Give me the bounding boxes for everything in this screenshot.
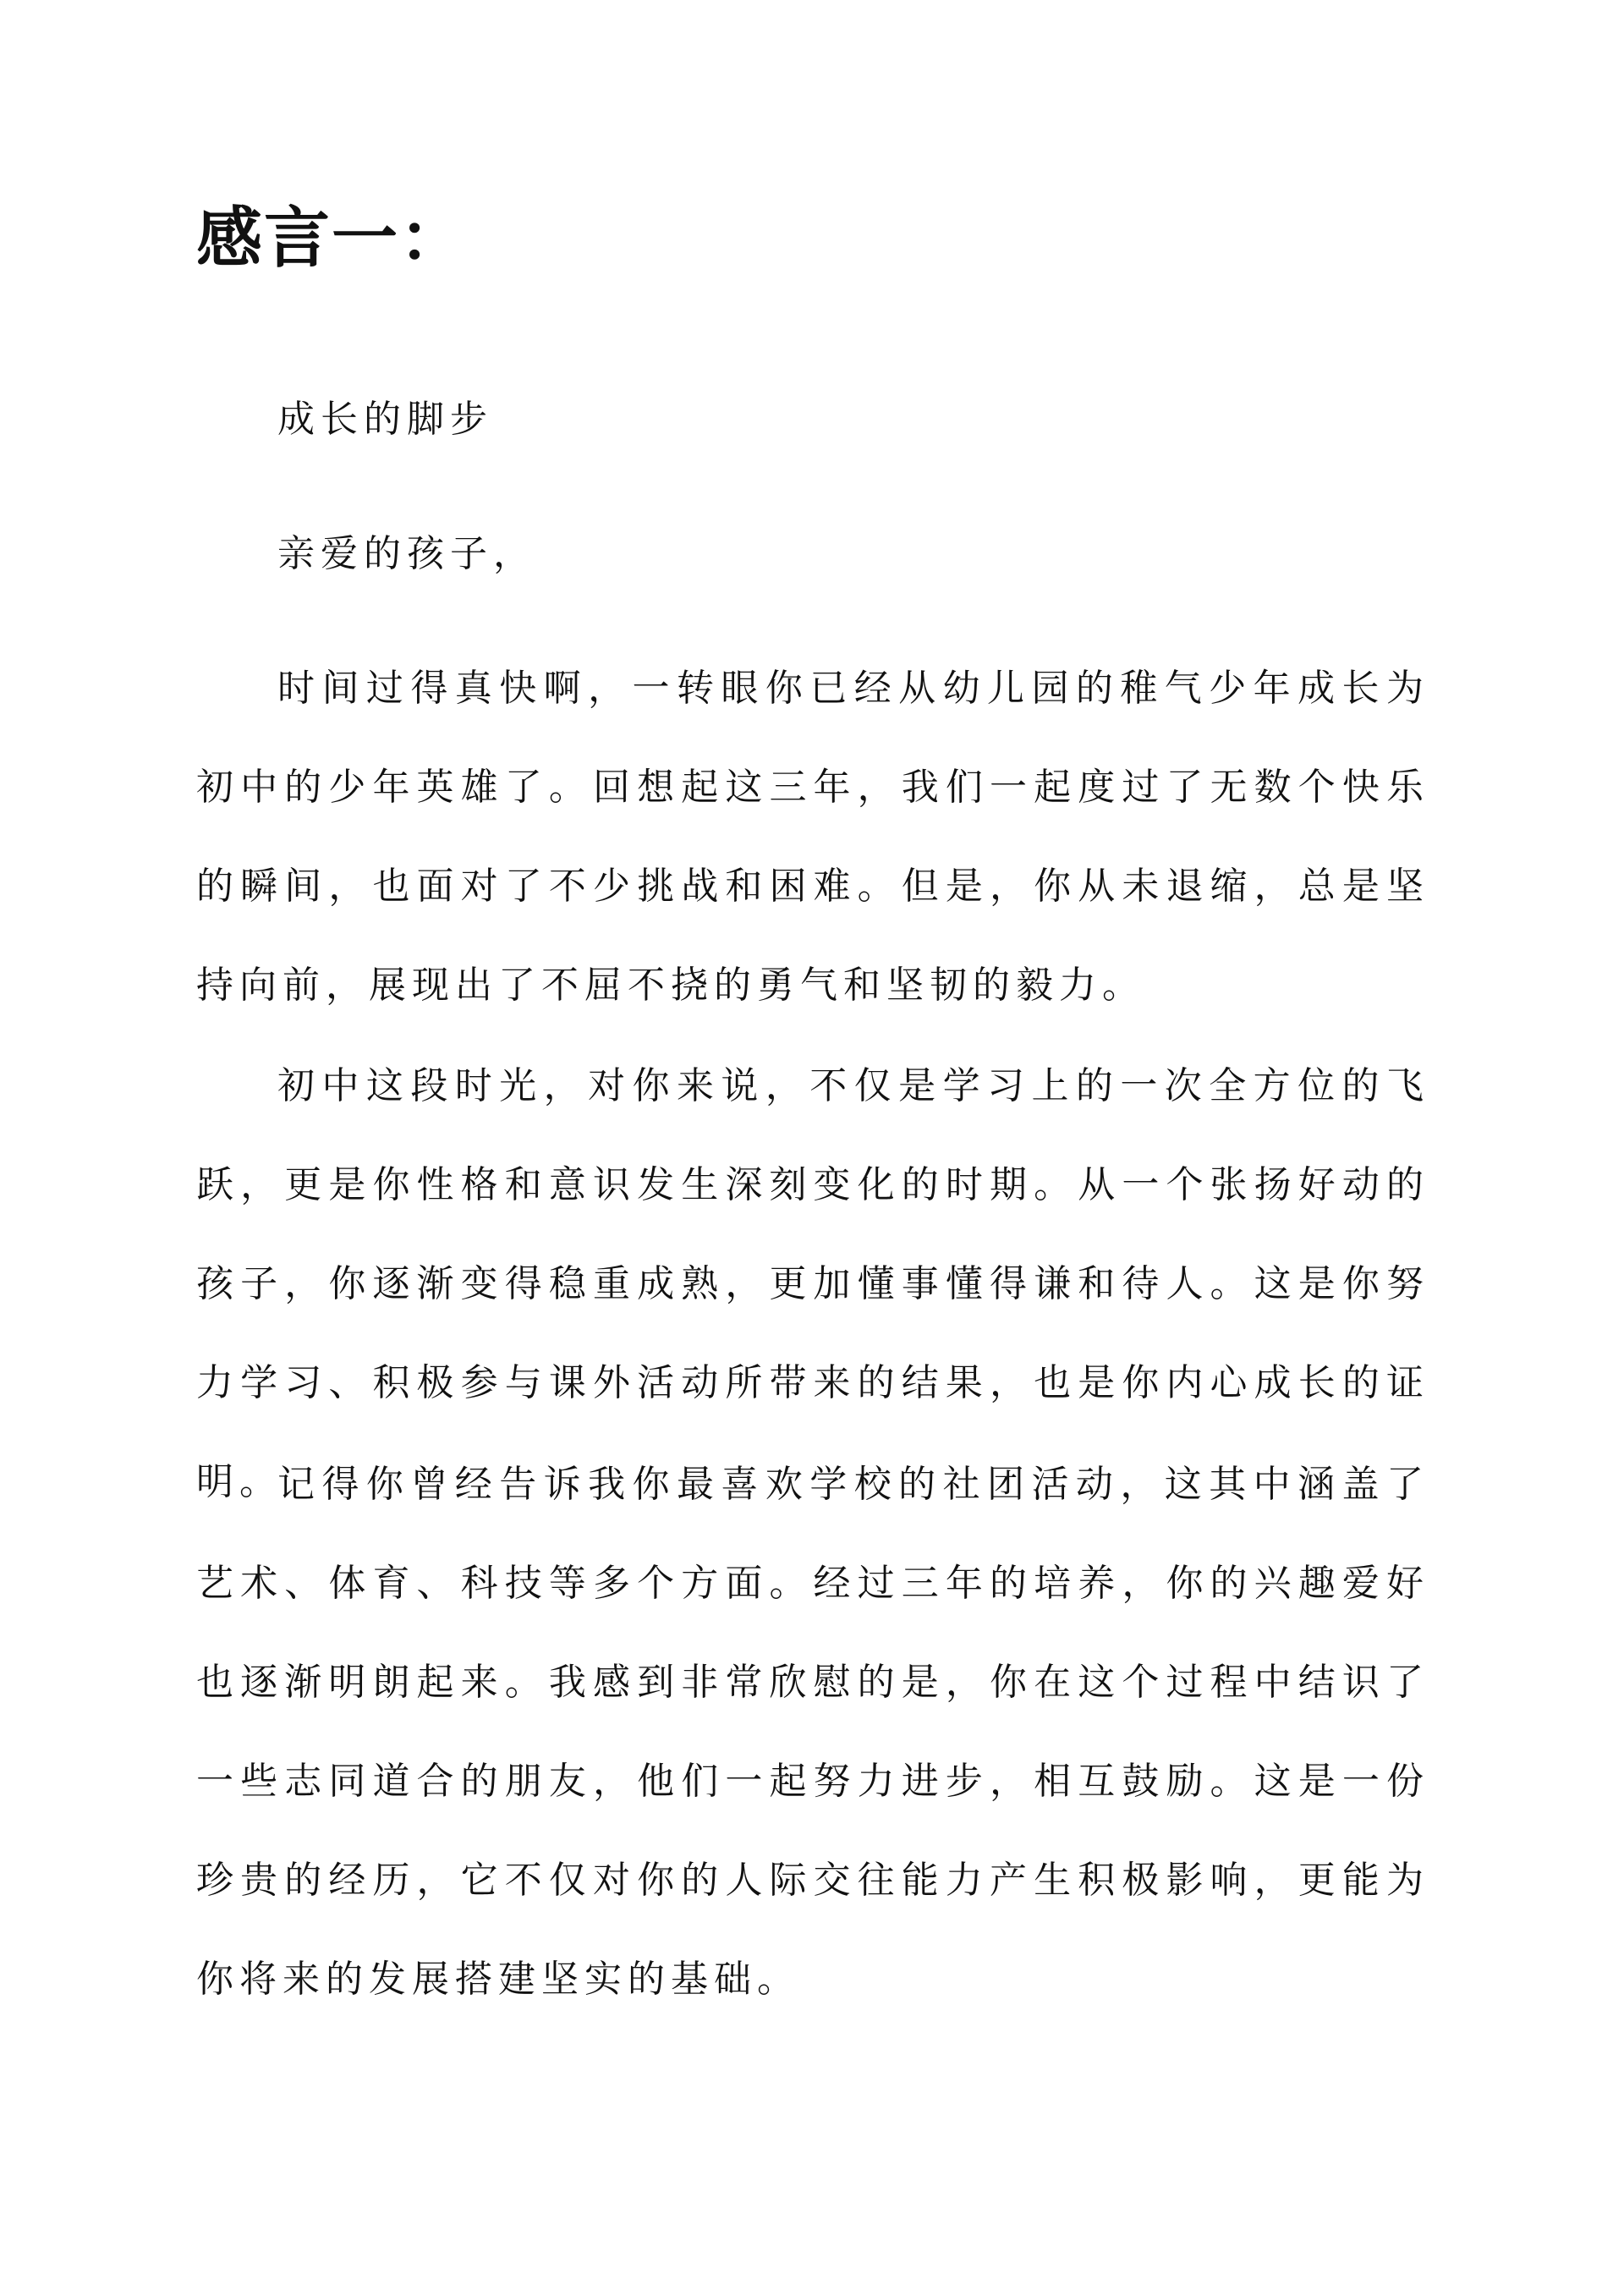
body-paragraph-1: 时间过得真快啊，一转眼你已经从幼儿园的稚气少年成长为初中的少年英雄了。回想起这三年，我们一起度过了无数个快乐的瞬间，也面对了不少挑战和困难。但是，你从未退缩，总是坚持向前，展现出了不屈不挠的勇气和坚韧的毅力。: [196, 667, 1429, 1007]
body-paragraph-2: 初中这段时光，对你来说，不仅是学习上的一次全方位的飞跃，更是你性格和意识发生深刻变化的时期。从一个张扬好动的孩子，你逐渐变得稳重成熟，更加懂事懂得谦和待人。这是你努力学习、积极参与课外活动所带来的结果，也是你内心成长的证明。: [196, 1064, 1429, 1503]
greeting-line: 亲爱的孩子，: [277, 532, 536, 575]
essay-title: 成长的脚步: [277, 398, 493, 441]
document-heading: 感言一：: [196, 200, 468, 277]
body-paragraph-3: 记得你曾经告诉我你最喜欢学校的社团活动，这其中涵盖了艺术、体育、科技等多个方面。经过三年的培养，你的兴趣爱好也逐渐明朗起来。我感到非常欣慰的是，你在这个过程中结识了一些志同道合的朋友，他们一起努力进步，相互鼓励。这是一份珍贵的经历，它不仅对你的人际交往能力产生积极影响，更能为你将来的发展搭建坚实的基础。: [196, 1463, 1429, 2001]
